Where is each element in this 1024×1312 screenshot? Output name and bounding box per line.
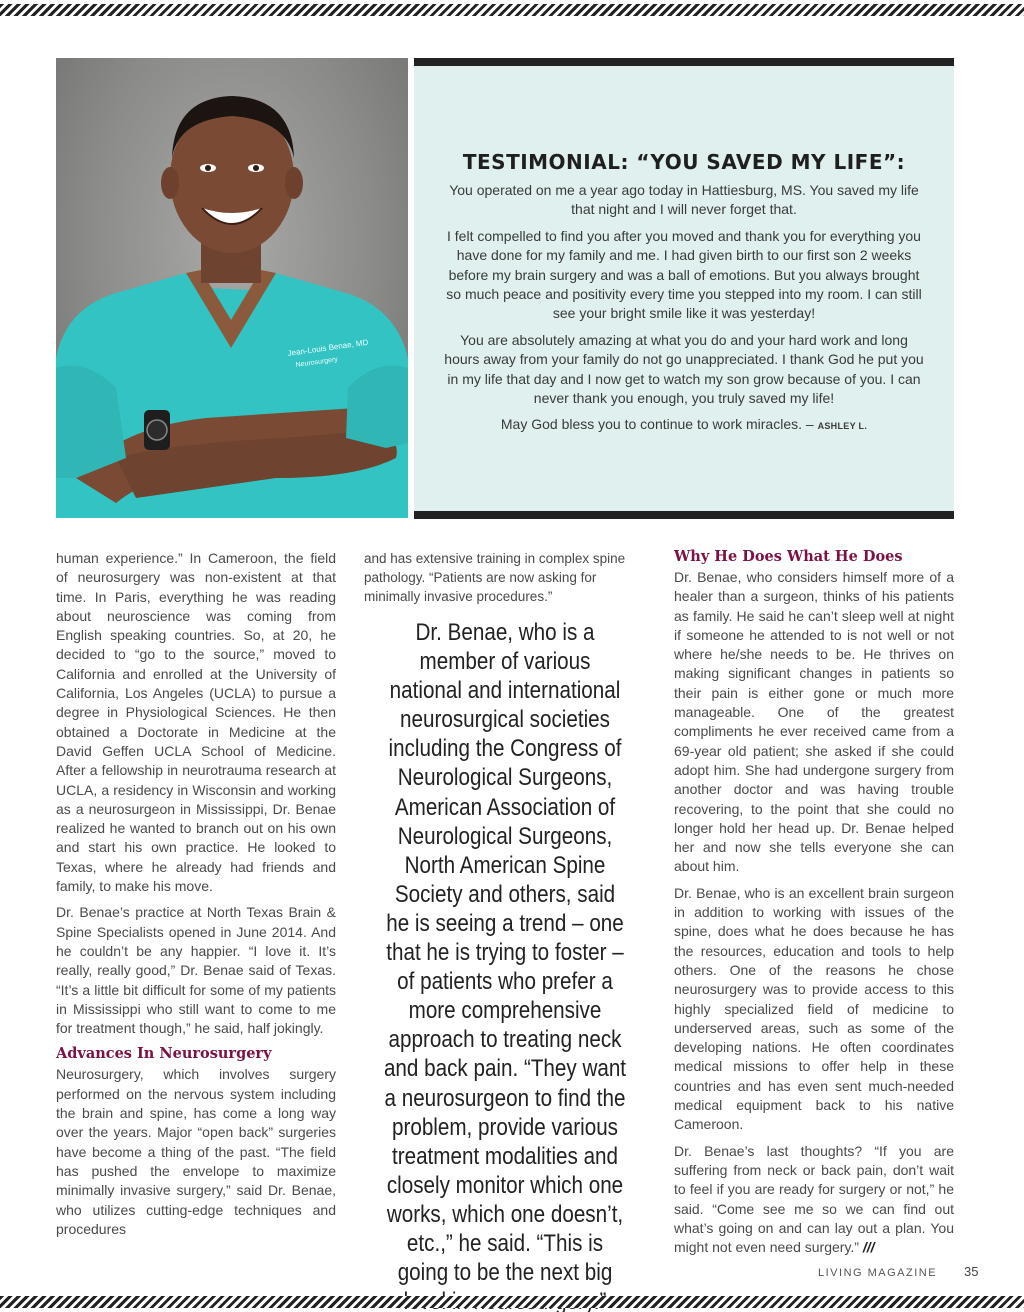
footer-magazine-name: LIVING MAGAZINE [818, 1267, 938, 1279]
scrubs-embroidery-name: Jean-Louis Benae, MD [287, 337, 369, 358]
body-paragraph: Dr. Benae, who considers himself more of a healer than a surgeon, thinks of his patients as family. He said he can’t sleep well at night if someone he attended to is not well or not where he/she needs to be. He thrives on making significant changes in patients so their pain is either gone or much more manageable. One of the greatest compliments he ever received came from a 69-year old patient; she asked if she could adopt him. She had undergone surgery from another doctor and was having trouble recovering, to the point that she could no longer hold her head up. Dr. Benae helped her and now she tells everyone she can about him. [674, 569, 954, 875]
end-mark: /// [862, 1239, 875, 1256]
scrubs-embroidery-dept: Neurosurgery [295, 356, 339, 369]
testimonial-paragraph: I felt compelled to find you after you moved and thank you for everything you have done for my family and me. I had given birth to our first son 2 weeks before my brain surgery and was a ball of emotions. But you always brought so much peace and positivity every time you stepped into my room. I can still see your bright smile like it was yesterday! [446, 227, 922, 322]
testimonial-paragraph: You operated on me a year ago today in Hattiesburg, MS. You saved my life that night and I will never forget that. [449, 182, 919, 218]
page-number: 35 [964, 1264, 979, 1279]
body-paragraph: human experience.” In Cameroon, the field of neurosurgery was non-existent at that time. In Paris, everything he was reading about neuroscience was coming from English speaking countries. So, at 20, he decided to “go to the source,” moved to California and enrolled at the University of California, Los Angeles (UCLA) to pursue a degree in Physiological Sciences. He then obtained a Doctorate in Medicine at the David Geffen UCLA School of Medicine. After a fellowship in neurotrauma research at UCLA, a residency in Wisconsin and working as a neurosurgeon in Mississippi, Dr. Benae realized he wanted to branch out on his own and start his own practice. He looked to Texas, where he already had friends and family, to make his move. [56, 550, 336, 895]
doctor-photo [56, 58, 408, 518]
body-paragraph: and has extensive training in complex spine pathology. “Patients are now asking for minimally invasive procedures.” [364, 551, 626, 604]
testimonial-body [444, 181, 924, 444]
testimonial-paragraph: You are absolutely amazing at what you do and your hard work and long hours away from your family do not go unappreciated. I thank God he put you in my life that day and I now get to watch my son grow because of you. I can never thank you enough, you truly saved my life! [444, 331, 924, 407]
last-paragraph-text: Dr. Benae’s last thoughts? “If you are suffering from neck or back pain, don’t wait to feel if you are ready for surgery or not,” he said. “Come see me so we can find out what’s going on and can lay out a plan. You might not even need surgery.” [674, 1142, 954, 1256]
body-paragraph: Dr. Benae, who is an excellent brain surgeon in addition to working with issues of the spine, does what he does because he has the resources, education and tools to help others. One of the reasons he chose neurosurgery was to provide access to this highly specialized field of medicine to underserved areas, such as some of the developing nations. He often coordinates medical missions to offer help in these countries and has even sent much-needed medical equipment back to his native Cameroon. [674, 884, 954, 1133]
body-paragraph-last [674, 1142, 954, 1258]
subhead-advances: Advances In Neurosurgery [56, 1045, 272, 1063]
subhead-why: Why He Does What He Does [674, 548, 903, 565]
body-paragraph: Dr. Benae’s practice at North Texas Brain & Spine Specialists opened in June 2014. And he couldn’t be any happier. “I love it. It’s really, really good,” Dr. Benae said of Texas. “It’s a little bit difficult for some of my patients in Mississippi who still want to come to me for treatment though,” he said, half jokingly. [56, 904, 336, 1037]
testimonial-closing [444, 415, 924, 436]
bottom-border-pattern [0, 1296, 1024, 1308]
article-column-2 [364, 549, 646, 613]
testimonial-title: TESTIMONIAL: “YOU SAVED MY LIFE”: [462, 150, 906, 174]
testimonial-box [414, 58, 954, 519]
top-border-pattern [0, 4, 1024, 16]
testimonial-closing-text: May God bless you to continue to work miracles. – [500, 416, 814, 433]
article-column-1 [56, 549, 336, 1246]
body-paragraph: Neurosurgery, which involves surgery performed on the nervous system including the brain and spine, has come a long way over the years. Major “open back” surgeries have become a thing of the past. “The field has pushed the envelope to maximize minimally invasive surgery,” said Dr. Benae, who utilizes cutting-edge techniques and procedures [56, 1066, 336, 1237]
testimonial-signature: ASHLEY L. [817, 421, 868, 432]
pull-quote: Dr. Benae, who is a member of various national and international neurosurgical societies including the Congress of Neurological Surgeons, American Association of Neurological Surgeons, North American Spine Society and others, said he is seeing a trend – one that he is trying to foster – of patients who prefer a more comprehensive approach to treating neck and back pain. “They want a neurosurgeon to find the problem, provide various treatment modalities and closely monitor which one works, which one doesn’t, etc.,” he said. “This is going to be the next big [383, 619, 627, 1287]
article-column-3 [674, 548, 954, 1264]
